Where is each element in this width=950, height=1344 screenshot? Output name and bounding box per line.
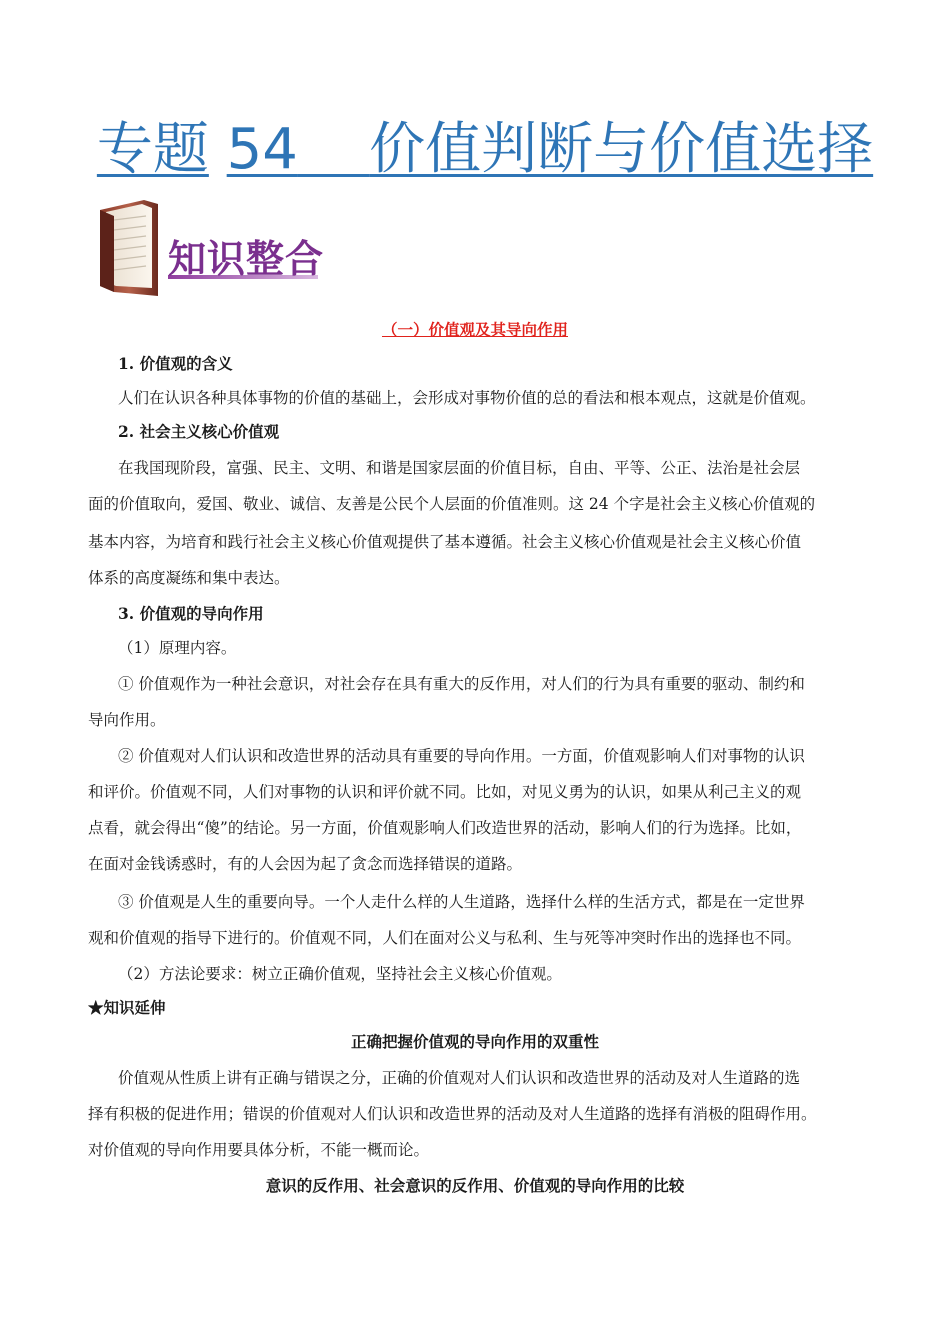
paragraph-line: 面的价值取向，爱国、敬业、诚信、友善是公民个人层面的价值准则。这 24 个字是社会主义核心价值观的 bbox=[88, 495, 816, 513]
title-gap bbox=[298, 117, 369, 182]
paragraph-line: 和评价。价值观不同，人们对事物的认识和评价就不同。比如，对见义勇为的认识，如果从利己主义的观 bbox=[88, 783, 802, 801]
title-number: 54 bbox=[226, 117, 298, 182]
heading-2: 2. 社会主义核心价值观 bbox=[118, 422, 280, 441]
paragraph-line: ② 价值观对人们认识和改造世界的活动具有重要的导向作用。一方面，价值观影响人们对事物的认识 bbox=[118, 747, 805, 765]
extension-title: 正确把握价值观的导向作用的双重性 bbox=[350, 1032, 599, 1051]
paragraph-line: 导向作用。 bbox=[88, 711, 166, 729]
paragraph-line: 对价值观的导向作用要具体分析，不能一概而论。 bbox=[88, 1141, 430, 1159]
title-main: 价值判断与价值选择 bbox=[369, 117, 874, 182]
paragraph-line: 观和价值观的指导下进行的。价值观不同，人们在面对公义与私利、生与死等冲突时作出的选择也不同。 bbox=[88, 929, 802, 947]
heading-1: 1. 价值观的含义 bbox=[118, 354, 233, 373]
paragraph-line: 点看，就会得出“傻”的结论。另一方面，价值观影响人们改造世界的活动，影响人们的行为选择。比如， bbox=[88, 819, 802, 837]
paragraph-line: 体系的高度凝练和集中表达。 bbox=[88, 569, 290, 587]
paragraph-line: 价值观从性质上讲有正确与错误之分，正确的价值观对人们认识和改造世界的活动及对人生道路的选 bbox=[118, 1069, 801, 1087]
banner-label: 知识整合 bbox=[168, 237, 325, 281]
paragraph-line: 择有积极的促进作用；错误的价值观对人们认识和改造世界的活动及对人生道路的选择有消极的阻碍作用。 bbox=[88, 1105, 817, 1123]
comparison-title: 意识的反作用、社会意识的反作用、价值观的导向作用的比较 bbox=[265, 1176, 685, 1195]
paragraph-line: （2）方法论要求：树立正确价值观，坚持社会主义核心价值观。 bbox=[118, 965, 562, 983]
paragraph-line: 人们在认识各种具体事物的价值的基础上，会形成对事物价值的总的看法和根本观点，这就是价值观。 bbox=[118, 389, 816, 407]
paragraph-line: （1）原理内容。 bbox=[118, 639, 237, 657]
heading-3: 3. 价值观的导向作用 bbox=[118, 604, 264, 623]
paragraph-line: ③ 价值观是人生的重要向导。一个人走什么样的人生道路，选择什么样的生活方式，都是在一定世界 bbox=[118, 893, 805, 911]
page-title bbox=[90, 112, 880, 188]
paragraph-line: 在面对金钱诱惑时，有的人会因为起了贪念而选择错误的道路。 bbox=[88, 855, 523, 873]
title-prefix: 专题 bbox=[96, 117, 209, 182]
section-1-heading: （一）价值观及其导向作用 bbox=[381, 320, 568, 339]
paragraph-line: 在我国现阶段，富强、民主、文明、和谐是国家层面的价值目标，自由、平等、公正、法治是社会层 bbox=[118, 459, 801, 477]
paragraph-line: 基本内容，为培育和践行社会主义核心价值观提供了基本遵循。社会主义核心价值观是社会主义核心价值 bbox=[88, 533, 802, 551]
paragraph-line: ① 价值观作为一种社会意识，对社会存在具有重大的反作用，对人们的行为具有重要的驱动、制约和 bbox=[118, 675, 805, 693]
knowledge-extension-label: ★知识延伸 bbox=[88, 998, 166, 1017]
